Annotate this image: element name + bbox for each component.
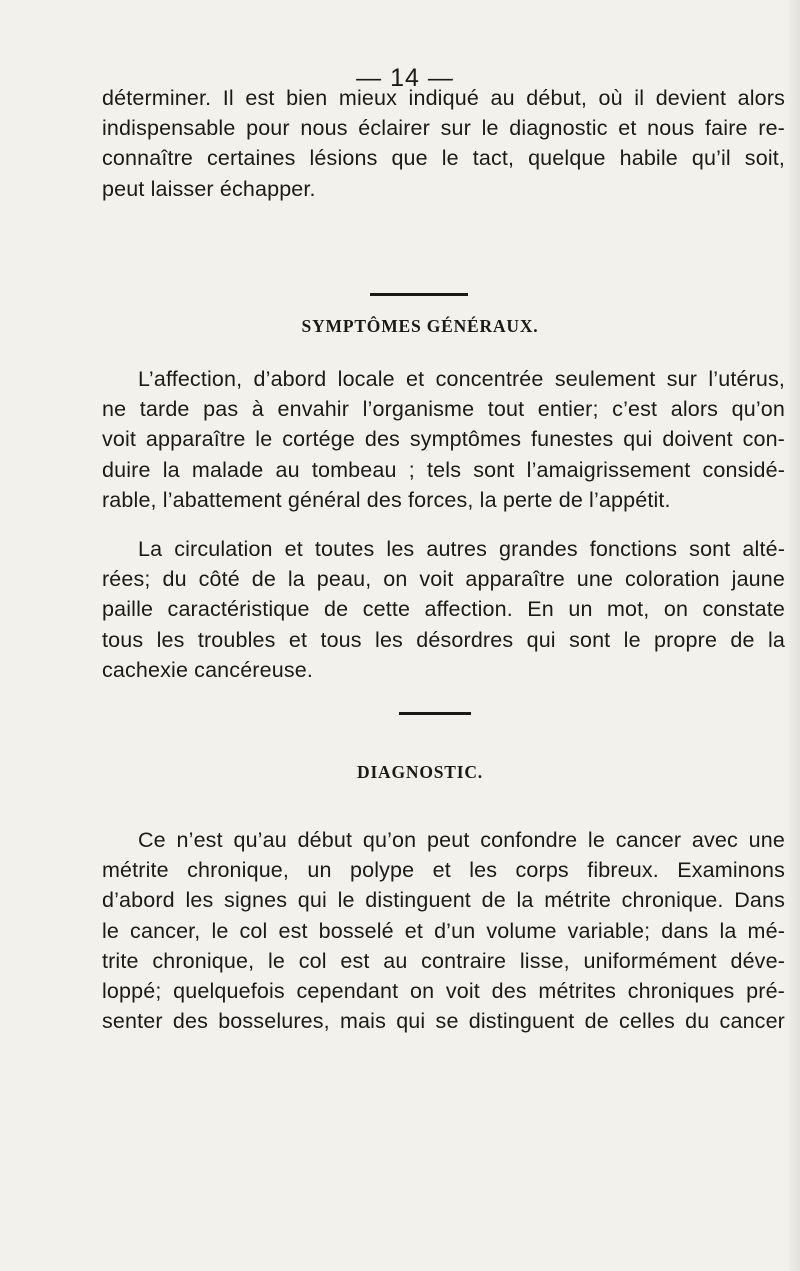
section-heading-diagnostic: DIAGNOSTIC. — [357, 762, 483, 782]
text-line: connaître certaines lésions que le tact, quelque habile qu’il soit, — [102, 146, 785, 171]
text-line: L’affection, d’abord locale et concentrée seulement sur l’utérus, — [138, 367, 785, 391]
page-number: — 14 — — [356, 64, 454, 92]
section-divider — [370, 293, 468, 296]
text-line: le cancer, le col est bosselé et d’un volume variable; dans la mé- — [102, 918, 785, 943]
text-line: rable, l’abattement général des forces, la perte de l’appétit. — [102, 487, 671, 512]
text-line: trite chronique, le col est au contraire lisse, uniformément déve- — [102, 948, 785, 973]
text-line: peut laisser échapper. — [102, 176, 316, 201]
text-line: d’abord les signes qui le distinguent de la métrite chronique. Dans — [102, 888, 785, 913]
text-line: voit apparaître le cortége des symptômes funestes qui doivent con- — [102, 427, 785, 452]
section-heading-symptomes: SYMPTÔMES GÉNÉRAUX. — [301, 316, 539, 336]
intro-paragraph — [102, 83, 785, 204]
text-line: La circulation et toutes les autres grandes fonctions sont alté- — [138, 537, 785, 561]
text-line: Ce n’est qu’au début qu’on peut confondre le cancer avec une — [138, 828, 785, 852]
text-line: duire la malade au tombeau ; tels sont l’amaigrissement considé- — [102, 457, 785, 482]
text-line: ne tarde pas à envahir l’organisme tout entier; c’est alors qu’on — [102, 397, 785, 422]
text-line: rées; du côté de la peau, on voit apparaître une coloration jaune — [102, 567, 785, 592]
diagnostic-paragraph — [102, 825, 785, 1036]
text-line: tous les troubles et tous les désordres qui sont le propre de la — [102, 627, 785, 652]
text-line: cachexie cancéreuse. — [102, 657, 313, 682]
page-edge-shadow — [786, 0, 800, 1271]
section-divider — [399, 712, 471, 715]
symptomes-paragraph-2 — [102, 534, 785, 685]
text-line: indispensable pour nous éclairer sur le diagnostic et nous faire re- — [102, 116, 785, 141]
text-line: senter des bosselures, mais qui se distinguent de celles du cancer — [102, 1009, 785, 1034]
text-line: déterminer. Il est bien mieux indiqué au début, où il devient alors — [102, 86, 785, 110]
text-line: métrite chronique, un polype et les corps fibreux. Examinons — [102, 858, 785, 883]
text-line: paille caractéristique de cette affection. En un mot, on constate — [102, 597, 785, 622]
symptomes-paragraph-1 — [102, 364, 785, 515]
text-line: loppé; quelquefois cependant on voit des métrites chroniques pré- — [102, 979, 785, 1004]
